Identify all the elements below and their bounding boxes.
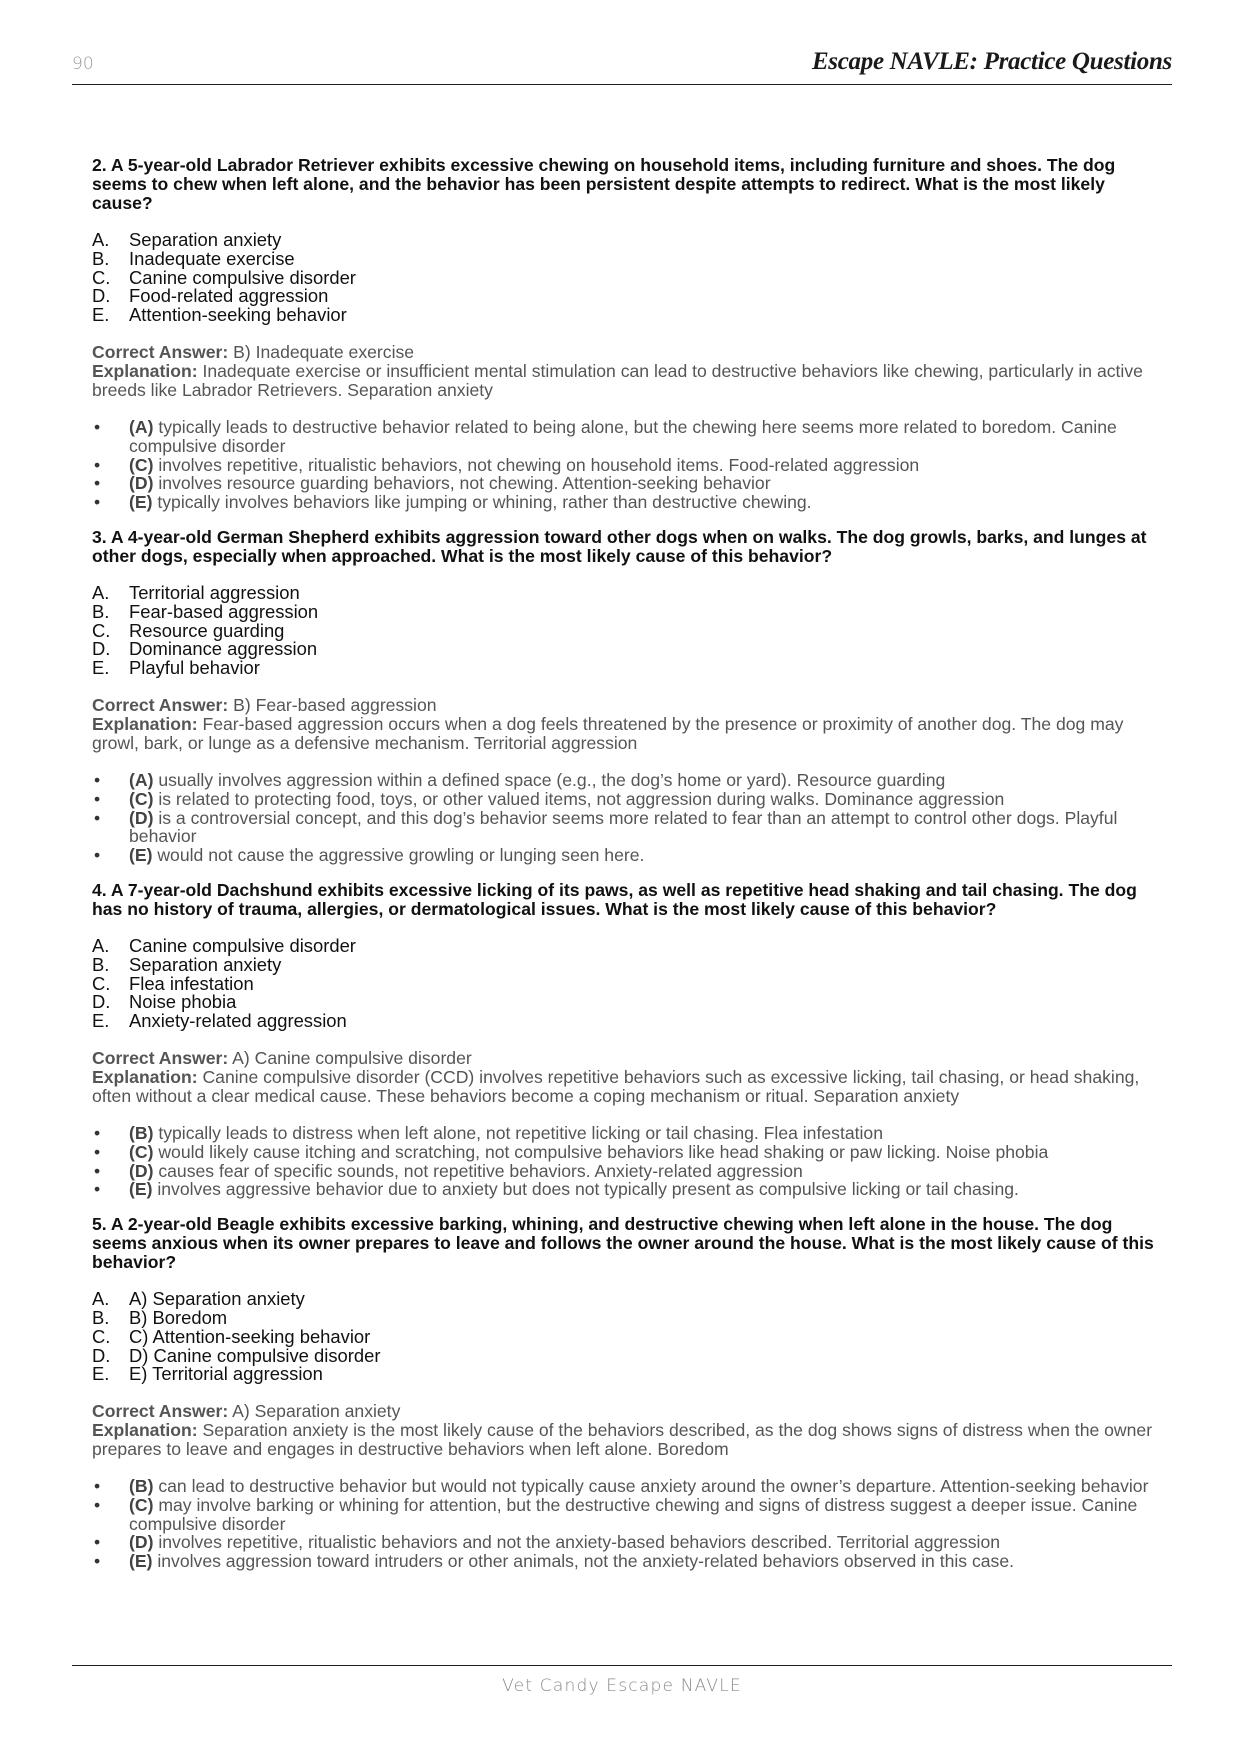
question-block <box>92 881 1160 1199</box>
option-text: B) Boredom <box>129 1306 228 1328</box>
distractor-text: involves aggressive behavior due to anxiety but does not typically present as compulsive licking or tail chasing. <box>157 1179 1019 1200</box>
page-number: 90 <box>72 54 94 74</box>
distractor-text: would likely cause itching and scratching, not compulsive behaviors like head shaking or paw licking. Noise phobia <box>158 1141 1049 1162</box>
answer-options <box>92 1290 1160 1384</box>
distractor-tag: (E) <box>129 845 153 866</box>
distractor-text: would not cause the aggressive growling or lunging seen here. <box>157 845 645 866</box>
option-letter: D. <box>92 285 111 307</box>
bullet-icon: • <box>94 416 101 437</box>
distractor-item <box>92 809 1160 847</box>
answer-options <box>92 934 1160 1032</box>
distractor-item <box>92 418 1160 456</box>
bullet-icon: • <box>94 845 101 866</box>
distractor-text: typically involves behaviors like jumping or whining, rather than destructive chewing. <box>157 492 812 513</box>
option-letter: D. <box>92 1344 111 1366</box>
option-letter: C. <box>92 619 111 641</box>
distractor-text: may involve barking or whining for attention, but the destructive chewing and signs of distress suggest a deeper issue. Canine compulsive disorder <box>129 1494 1138 1534</box>
option-letter: E. <box>92 657 110 679</box>
option-letter: B. <box>92 247 110 269</box>
option-text: Food-related aggression <box>129 285 329 307</box>
distractor-tag: (D) <box>129 807 154 828</box>
distractor-text: usually involves aggression within a defined space (e.g., the dog’s home or yard). Resource guarding <box>158 769 946 790</box>
distractor-text: is a controversial concept, and this dog’s behavior seems more related to fear than an attempt to control other dogs. Playful behavior <box>129 807 1118 847</box>
distractor-tag: (E) <box>129 492 153 513</box>
distractor-item <box>92 474 1160 493</box>
answer-option <box>92 1012 1160 1031</box>
option-text: C) Attention-seeking behavior <box>129 1325 371 1347</box>
option-letter: A. <box>92 1288 110 1310</box>
distractor-tag: (A) <box>129 769 154 790</box>
distractor-item <box>92 1496 1160 1534</box>
correct-answer-label: Correct Answer: <box>92 1401 229 1422</box>
distractor-text: typically leads to distress when left alone, not repetitive licking or tail chasing. Flea infestation <box>158 1122 883 1143</box>
correct-answer-line <box>92 1402 1160 1421</box>
distractor-tag: (D) <box>129 1532 154 1553</box>
explanation-text: Fear-based aggression occurs when a dog feels threatened by the presence or proximity of another dog. The dog may growl, bark, or lunge as a defensive mechanism. Territorial aggression <box>92 713 1124 753</box>
explanation-text: Canine compulsive disorder (CCD) involves repetitive behaviors such as excessive licking, tail chasing, or head shaking, often without a clear medical cause. These behaviors become a coping mechanism or ritual. Separation anxiety <box>92 1066 1140 1106</box>
distractor-list <box>92 418 1160 512</box>
option-letter: C. <box>92 1325 111 1347</box>
distractor-item <box>92 790 1160 809</box>
bullet-icon: • <box>94 1532 101 1553</box>
option-text: E) Territorial aggression <box>129 1363 323 1385</box>
option-letter: C. <box>92 972 111 994</box>
correct-answer-line <box>92 1049 1160 1068</box>
bullet-icon: • <box>94 473 101 494</box>
option-text: Canine compulsive disorder <box>129 266 356 288</box>
option-letter: B. <box>92 1306 110 1328</box>
explanation-label: Explanation: <box>92 360 198 381</box>
distractor-list <box>92 1124 1160 1199</box>
question-stem: 3. A 4-year-old German Shepherd exhibits aggression toward other dogs when on walks. The dog growls, barks, and lunges at other dogs, especially when approached. What is the most likely cause of this behavior? <box>92 526 1147 566</box>
distractor-tag: (C) <box>129 454 154 475</box>
distractor-text: involves repetitive, ritualistic behaviors and not the anxiety-based behaviors described. Territorial aggression <box>158 1532 1001 1553</box>
option-letter: A. <box>92 934 110 956</box>
option-letter: E. <box>92 1010 110 1032</box>
bullet-icon: • <box>94 492 101 513</box>
distractor-list <box>92 771 1160 865</box>
question-stem: 4. A 7-year-old Dachshund exhibits excessive licking of its paws, as well as repetitive head shaking and tail chasing. The dog has no history of trauma, allergies, or dermatological issues. What is the most likely cause of this behavior? <box>92 879 1137 919</box>
distractor-text: can lead to destructive behavior but would not typically cause anxiety around the owner’s departure. Attention-seeking behavior <box>158 1476 1149 1497</box>
bullet-icon: • <box>94 788 101 809</box>
explanation-label: Explanation: <box>92 713 198 734</box>
distractor-item <box>92 1477 1160 1496</box>
option-text: Attention-seeking behavior <box>129 304 347 326</box>
explanation-label: Explanation: <box>92 1420 198 1441</box>
correct-answer-label: Correct Answer: <box>92 1047 229 1068</box>
distractor-tag: (E) <box>129 1551 153 1572</box>
bullet-icon: • <box>94 1179 101 1200</box>
distractor-list <box>92 1477 1160 1571</box>
distractor-item <box>92 1124 1160 1143</box>
answer-options <box>92 581 1160 679</box>
correct-answer-label: Correct Answer: <box>92 694 229 715</box>
distractor-item <box>92 456 1160 475</box>
answer-option <box>92 659 1160 678</box>
distractor-tag: (D) <box>129 473 154 494</box>
questions-container <box>92 156 1160 1587</box>
distractor-tag: (C) <box>129 1494 154 1515</box>
option-text: Separation anxiety <box>129 229 282 250</box>
explanation-label: Explanation: <box>92 1066 198 1087</box>
distractor-item <box>92 846 1160 865</box>
distractor-tag: (C) <box>129 1141 154 1162</box>
bullet-icon: • <box>94 769 101 790</box>
correct-answer-value: B) Fear-based aggression <box>233 694 437 715</box>
option-text: Canine compulsive disorder <box>129 934 356 956</box>
correct-answer-line <box>92 696 1160 715</box>
option-letter: B. <box>92 953 110 975</box>
question-block <box>92 528 1160 865</box>
running-title: Escape NAVLE: Practice Questions <box>811 48 1172 75</box>
option-text: Fear-based aggression <box>129 600 319 622</box>
option-text: Noise phobia <box>129 991 237 1013</box>
option-letter: D. <box>92 638 111 660</box>
bullet-icon: • <box>94 1141 101 1162</box>
distractor-item <box>92 771 1160 790</box>
bullet-icon: • <box>94 1122 101 1143</box>
distractor-tag: (B) <box>129 1122 154 1143</box>
question-stem: 2. A 5-year-old Labrador Retriever exhibits excessive chewing on household items, including furniture and shoes. The dog seems to chew when left alone, and the behavior has been persistent despite attempts to redirect. What is the most likely cause? <box>92 155 1116 213</box>
distractor-item <box>92 493 1160 512</box>
distractor-text: typically leads to destructive behavior related to being alone, but the chewing here seems more related to boredom. Canine compulsive disorder <box>129 416 1117 456</box>
option-text: Resource guarding <box>129 619 285 641</box>
correct-answer-value: A) Separation anxiety <box>232 1401 401 1422</box>
option-text: Territorial aggression <box>129 581 300 603</box>
option-text: A) Separation anxiety <box>129 1288 305 1310</box>
explanation-text: Inadequate exercise or insufficient mental stimulation can lead to destructive behaviors like chewing, particularly in active breeds like Labrador Retrievers. Separation anxiety <box>92 360 1143 400</box>
page-footer <box>72 1665 1172 1696</box>
distractor-text: involves aggression toward intruders or other animals, not the anxiety-related behaviors observed in this case. <box>157 1551 1015 1572</box>
question-block <box>92 156 1160 512</box>
bullet-icon: • <box>94 807 101 828</box>
option-letter: D. <box>92 991 111 1013</box>
bullet-icon: • <box>94 1494 101 1515</box>
option-text: Playful behavior <box>129 657 260 679</box>
explanation-line <box>92 1421 1160 1459</box>
option-letter: C. <box>92 266 111 288</box>
option-text: Inadequate exercise <box>129 247 295 269</box>
distractor-text: involves resource guarding behaviors, not chewing. Attention-seeking behavior <box>158 473 771 494</box>
distractor-tag: (C) <box>129 788 154 809</box>
correct-answer-line <box>92 343 1160 362</box>
answer-options <box>92 231 1160 325</box>
question-block <box>92 1215 1160 1571</box>
answer-option <box>92 1365 1160 1384</box>
distractor-item <box>92 1533 1160 1552</box>
distractor-tag: (B) <box>129 1476 154 1497</box>
option-text: Dominance aggression <box>129 638 318 660</box>
correct-answer-value: A) Canine compulsive disorder <box>232 1047 472 1068</box>
explanation-line <box>92 715 1160 753</box>
option-letter: B. <box>92 600 110 622</box>
distractor-item <box>92 1552 1160 1571</box>
answer-option <box>92 972 1160 994</box>
option-letter: A. <box>92 581 110 603</box>
bullet-icon: • <box>94 1551 101 1572</box>
answer-explanation <box>92 696 1160 753</box>
option-text: Flea infestation <box>129 972 254 994</box>
distractor-tag: (A) <box>129 416 154 437</box>
question-stem: 5. A 2-year-old Beagle exhibits excessive barking, whining, and destructive chewing when left alone in the house. The dog seems anxious when its owner prepares to leave and follows the owner around the house. What is the most likely cause of this behavior? <box>92 1214 1154 1273</box>
correct-answer-label: Correct Answer: <box>92 341 229 362</box>
distractor-tag: (E) <box>129 1179 153 1200</box>
option-letter: A. <box>92 229 110 250</box>
page-header <box>72 46 1172 85</box>
bullet-icon: • <box>94 454 101 475</box>
answer-option <box>92 306 1160 325</box>
distractor-text: involves repetitive, ritualistic behaviors, not chewing on household items. Food-related aggression <box>158 454 920 475</box>
bullet-icon: • <box>94 1160 101 1181</box>
option-text: Separation anxiety <box>129 953 282 975</box>
distractor-item <box>92 1162 1160 1181</box>
distractor-item <box>92 1180 1160 1199</box>
footer-text: Vet Candy Escape NAVLE <box>502 1676 742 1696</box>
distractor-item <box>92 1143 1160 1162</box>
answer-explanation <box>92 1049 1160 1106</box>
explanation-line <box>92 1068 1160 1106</box>
correct-answer-value: B) Inadequate exercise <box>233 341 415 362</box>
distractor-tag: (D) <box>129 1160 154 1181</box>
bullet-icon: • <box>94 1476 101 1497</box>
option-text: Anxiety-related aggression <box>129 1010 347 1032</box>
option-letter: E. <box>92 1363 110 1385</box>
explanation-text: Separation anxiety is the most likely cause of the behaviors described, as the dog shows signs of distress when the owner prepares to leave and engages in destructive behaviors when left alone. Boredom <box>92 1420 1153 1460</box>
answer-option <box>92 1290 1160 1309</box>
distractor-text: is related to protecting food, toys, or other valued items, not aggression during walks. Dominance aggression <box>158 788 1005 809</box>
option-text: D) Canine compulsive disorder <box>129 1344 381 1366</box>
option-letter: E. <box>92 304 110 326</box>
answer-explanation <box>92 343 1160 400</box>
distractor-text: causes fear of specific sounds, not repetitive behaviors. Anxiety-related aggression <box>158 1160 803 1181</box>
answer-explanation <box>92 1402 1160 1459</box>
explanation-line <box>92 362 1160 400</box>
